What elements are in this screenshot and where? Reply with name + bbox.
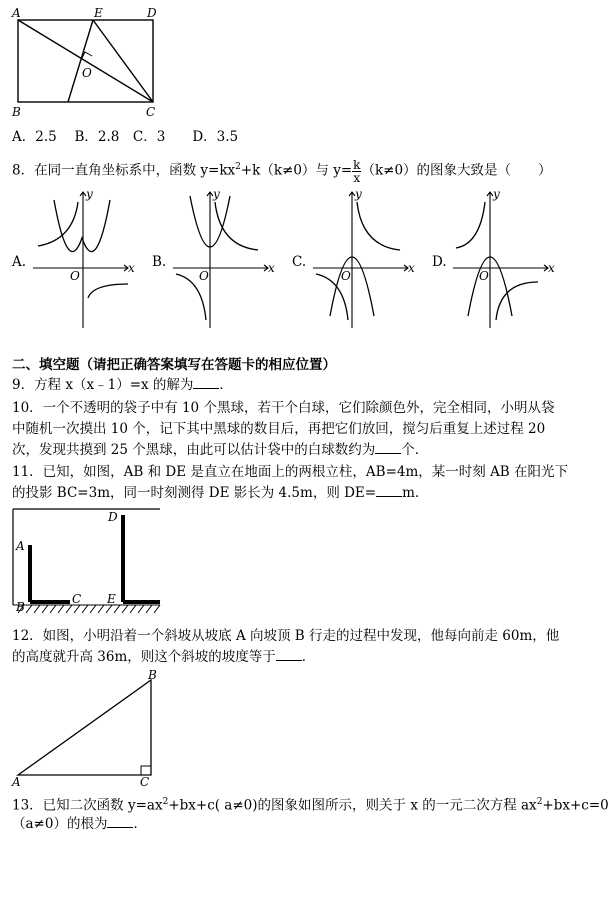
origin-label: O	[479, 269, 489, 283]
origin-label: O	[199, 269, 209, 283]
graph-b	[168, 188, 278, 333]
q13-line1	[12, 793, 609, 815]
label-A: A	[12, 775, 21, 789]
q13-sup1: 2	[162, 797, 169, 807]
q8-stem	[12, 158, 552, 184]
q11-end: m．	[402, 485, 429, 501]
label-C: C	[72, 592, 82, 606]
option-b-label: B.	[152, 254, 167, 270]
axis-x-label: x	[548, 261, 555, 275]
axis-y-label: y	[86, 187, 93, 201]
q8-text-a: 8．在同一直角坐标系中，函数 y=kx	[12, 162, 236, 179]
q10-answer-blank	[375, 441, 401, 454]
q8-frac-num: k	[353, 157, 361, 172]
q12-line2	[12, 648, 315, 666]
fig7-rectangle-diagram	[8, 4, 178, 122]
q13-text-b: +bx+c( a≠0)的图象如图所示，则关于 x 的一元二次方程 ax	[168, 797, 537, 814]
option-c-label: C.	[292, 254, 307, 270]
q9-end: ．	[219, 377, 233, 393]
q12-text: 的高度就升高 36m，则这个斜坡的坡度等于	[12, 649, 276, 665]
label-E: E	[107, 592, 116, 606]
q13-answer-blank	[107, 815, 133, 828]
graph-d	[448, 188, 558, 333]
q13-text: （a≠0）的根为	[12, 816, 108, 832]
q10-text: 次，发现共摸到 25 个黑球，由此可以估计袋中的白球数约为	[12, 442, 376, 458]
q8-text-c: （k≠0）的图象大致是（ ）	[361, 162, 552, 179]
q8-text-b: +k（k≠0）与 y=	[240, 162, 353, 179]
label-E: E	[94, 6, 103, 20]
option-a-label: A.	[12, 254, 27, 270]
label-B: B	[12, 105, 21, 119]
q11-line1: 11．已知，如图，AB 和 DE 是直立在地面上的两根立柱，AB=4m，某一时刻 AB 在阳光下	[12, 464, 569, 480]
q8-sup: 2	[235, 162, 241, 172]
label-D: D	[108, 510, 118, 524]
fig11-pillars-diagram	[10, 505, 165, 617]
label-A: A	[12, 6, 21, 20]
axis-x-label: x	[268, 261, 275, 275]
q11-line2	[12, 484, 428, 502]
q12-answer-blank	[276, 648, 302, 661]
q13-text-a: 13．已知二次函数 y=ax	[12, 797, 163, 814]
label-B: B	[16, 600, 25, 614]
section-2-heading: 二、填空题（请把正确答案填写在答题卡的相应位置）	[12, 357, 336, 373]
axis-x-label: x	[408, 261, 415, 275]
q10-line1: 10．一个不透明的袋子中有 10 个黑球，若干个白球，它们除颜色外，完全相同，小明从袋	[12, 400, 555, 416]
q9-text: 9．方程 x（x﹣1）=x 的解为	[12, 377, 194, 393]
axis-x-label: x	[128, 261, 135, 275]
option-d-label: D.	[432, 254, 447, 270]
q8-graphs	[0, 188, 583, 333]
q7-options: A．2.5 B．2.8 C．3 D．3.5	[12, 129, 239, 145]
q9	[12, 376, 233, 394]
label-B: B	[148, 668, 157, 682]
axis-y-label: y	[493, 187, 500, 201]
q9-answer-blank	[193, 376, 219, 389]
axis-y-label: y	[213, 187, 220, 201]
q10-end: 个．	[401, 442, 429, 458]
axis-y-label: y	[355, 187, 362, 201]
q11-text: 的投影 BC=3m，同一时刻测得 DE 影长为 4.5m，则 DE=	[12, 485, 377, 501]
q10-line2: 中随机一次摸出 10 个，记下其中黑球的数目后，再把它们放回，搅匀后重复上述过程 20	[12, 421, 546, 437]
label-C: C	[140, 775, 150, 789]
q13-text-c: +bx+c=0	[542, 797, 609, 814]
fig12-slope-triangle	[8, 668, 168, 790]
label-C: C	[146, 105, 156, 119]
q13-line2	[12, 815, 147, 833]
q12-end: ．	[301, 649, 316, 665]
q11-answer-blank	[376, 484, 402, 497]
q13-sup2: 2	[536, 797, 543, 807]
origin-label: O	[341, 269, 351, 283]
label-D: D	[147, 6, 157, 20]
graph-c	[308, 188, 418, 333]
q12-line1: 12．如图，小明沿着一个斜坡从坡底 A 向坡顶 B 行走的过程中发现，他每向前走 60m，他	[12, 628, 560, 644]
origin-label: O	[70, 269, 80, 283]
label-O: O	[82, 66, 92, 80]
q10-line3	[12, 441, 428, 459]
q13-end: ．	[133, 816, 147, 832]
label-A: A	[16, 539, 25, 553]
graph-a	[28, 188, 138, 333]
q8-frac-den: x	[353, 170, 361, 185]
